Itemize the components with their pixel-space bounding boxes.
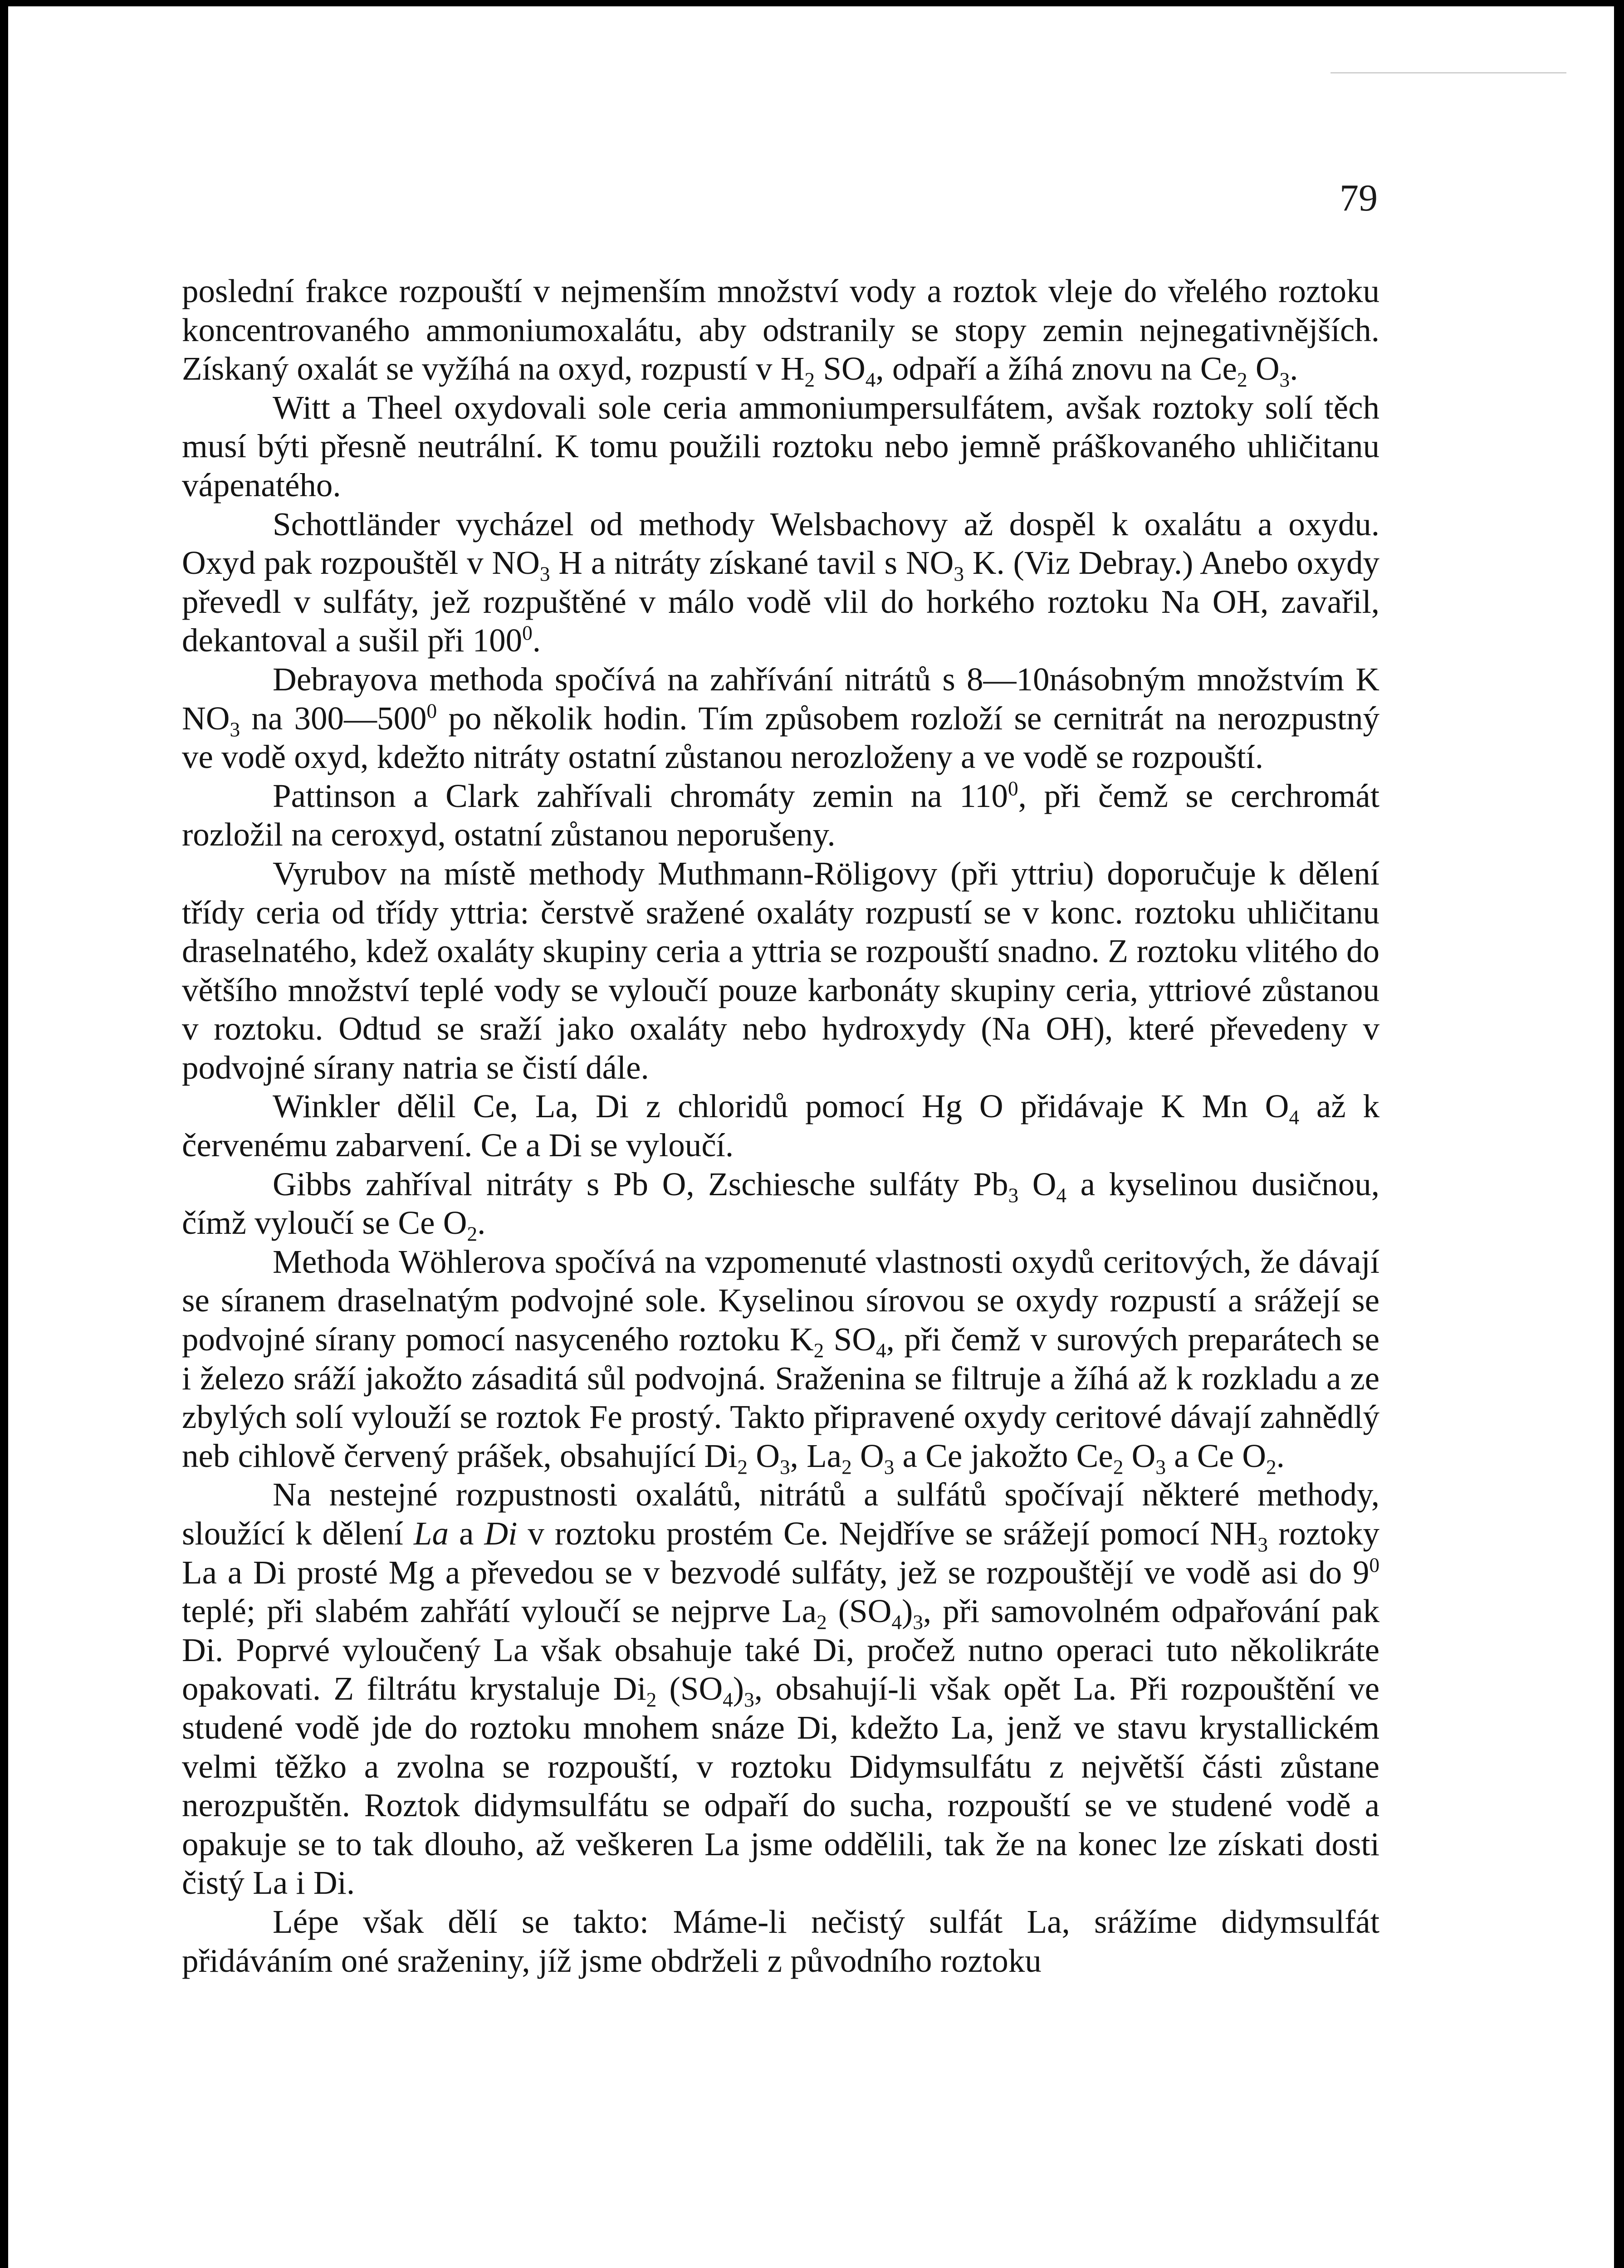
subscript: 3	[1279, 368, 1290, 391]
subscript: 2	[1113, 1456, 1124, 1479]
text-run: Lépe však dělí se takto: Máme-li nečistý sulfát La, srážíme didymsulfát přidáváním oné sraženiny, jíž jsme obdrželi z původního roztoku	[182, 1903, 1379, 1979]
text-run: na 300—500	[240, 699, 427, 737]
subscript: 3	[1008, 1184, 1019, 1207]
subscript: 3	[230, 718, 240, 741]
text-run: po několik hodin. Tím způsobem rozloží se cernitrát na nerozpustný ve vodě oxyd, kdežto nitráty ostatní zůstanou nerozloženy a ve vodě se rozpouští.	[182, 699, 1379, 776]
subscript: 2	[737, 1456, 748, 1479]
text-run: , při čemž v surových preparátech se i železo sráží jakožto zásaditá sůl podvojná. Sraženina se filtruje a žíhá až k rozkladu a ze zbylých solí vylouží se roztok Fe prostý. Takto připravené oxydy ceritové dávají zahnědlý neb cihlově červený prášek, obsahující Di	[182, 1321, 1379, 1474]
page-number: 79	[1340, 177, 1378, 219]
subscript: 3	[884, 1456, 895, 1479]
text-run: , při čemž se cerchromát rozložil na ceroxyd, ostatní zůstanou neporušeny.	[182, 777, 1379, 853]
subscript: 2	[1237, 368, 1247, 391]
text-run: a kyselinou dusičnou, čímž vyloučí se Ce O	[182, 1165, 1379, 1242]
subscript: 3	[954, 562, 964, 586]
subscript: 3	[779, 1456, 790, 1479]
text-run: Debrayova methoda spočívá na zahřívání nitrátů s 8—10násobným množstvím K NO	[182, 660, 1379, 737]
subscript: 3	[539, 562, 550, 586]
text-run: , odpaří a žíhá znovu na Ce	[876, 350, 1237, 387]
text-run: , při samovolném odpařování pak Di. Poprvé vyloučený La však obsahuje také Di, pročež nutno operaci tuto několikráte opakovati. Z filtrátu krystaluje Di	[182, 1593, 1379, 1707]
book-page	[8, 6, 1614, 2268]
italic-text: Di	[484, 1515, 518, 1552]
paragraph	[182, 1902, 1379, 1980]
text-run: Witt a Theel oxydovali sole ceria ammoniumpersulfátem, avšak roztoky solí těch musí býti přesně neutrální. K tomu použili roztoku nebo jemně práškovaného uhličitanu vápenatého.	[182, 389, 1379, 503]
text-run: O	[1247, 350, 1280, 387]
text-run: a Ce O	[1165, 1437, 1266, 1474]
text-run: poslední frakce rozpouští v nejmenším množství vody a roztok vleje do vřelého roztoku koncentrovaného ammoniumoxalátu, aby odstranily se stopy zemin nejnegativnějších. Získaný oxalát se vyžíhá na oxyd, rozpustí v H	[182, 273, 1379, 387]
subscript: 4	[723, 1688, 733, 1711]
paragraph	[182, 1165, 1379, 1246]
text-run: Pattinson a Clark zahřívali chromáty zemin na 110	[273, 777, 1008, 814]
paragraph	[182, 854, 1379, 1087]
superscript: 0	[522, 622, 533, 645]
italic-text: La	[413, 1515, 449, 1552]
paragraph	[182, 660, 1379, 777]
subscript: 2	[467, 1222, 478, 1246]
paragraph	[182, 505, 1379, 660]
text-run: O	[1123, 1437, 1156, 1474]
superscript: 0	[426, 699, 437, 723]
superscript: 0	[1369, 1554, 1379, 1577]
paragraph	[182, 272, 1379, 391]
text-run: roztoky La a Di prosté Mg a převedou se v bezvodé sulfáty, jež se rozpouštějí ve vodě asi do 9	[182, 1515, 1380, 1591]
subscript: 3	[1155, 1456, 1166, 1479]
subscript: 2	[804, 368, 815, 391]
subscript: 4	[1056, 1184, 1067, 1207]
text-run: teplé; při slabém zahřátí vyloučí se nejprve La	[182, 1593, 817, 1630]
text-run: .	[1276, 1437, 1285, 1474]
text-run: )	[733, 1670, 744, 1707]
text-run: Methoda Wöhlerova spočívá na vzpomenuté vlastnosti oxydů ceritových, že dávají se síranem draselnatým podvojné sole. Kyselinou sírovou se oxydy rozpustí a srážejí se podvojné sírany pomocí nasyceného roztoku K	[182, 1243, 1379, 1358]
text-run: Winkler dělil Ce, La, Di z chloridů pomocí Hg O přidávaje K Mn O	[273, 1088, 1289, 1125]
text-run: .	[1290, 350, 1298, 387]
subscript: 4	[891, 1611, 902, 1634]
text-run: a	[449, 1515, 484, 1552]
text-run: , obsahují-li však opět La. Při rozpouštění ve studené vodě jde do roztoku mnohem snáze Di, kdežto La, jenž ve stavu krystallickém velmi těžko a zvolna se rozpouští, v roztoku Didymsulfátu z největší části zůstane nerozpuštěn. Roztok didymsulfátu se odpaří do sucha, rozpouští se ve studené vodě a opakuje se to tak dlouho, až veškeren La jsme oddělili, tak že na konec lze získati dosti čistý La i Di.	[182, 1670, 1380, 1901]
subscript: 2	[1266, 1456, 1277, 1479]
text-run: K. (Viz Debray.) Anebo oxydy převedl v sulfáty, jež rozpuštěné v málo vodě vlil do horkého roztoku Na OH, zavařil, dekantoval a sušil při 100	[182, 544, 1379, 659]
text-run: v roztoku prostém Ce. Nejdříve se srážejí pomocí NH	[517, 1515, 1258, 1552]
text-run: Schottländer vycházel od methody Welsbachovy až dospěl k oxalátu a oxydu. Oxyd pak rozpouštěl v NO	[182, 505, 1379, 582]
text-run: Na nestejné rozpustnosti oxalátů, nitrátů a sulfátů spočívají některé methody, sloužící k dělení	[182, 1476, 1379, 1552]
subscript: 3	[1257, 1533, 1268, 1556]
subscript: 2	[813, 1339, 824, 1362]
subscript: 2	[646, 1688, 657, 1711]
text-run: H a nitráty získané tavil s NO	[550, 544, 954, 582]
text-run: O	[851, 1437, 884, 1474]
subscript: 3	[744, 1688, 754, 1711]
text-run: .	[532, 622, 541, 659]
text-run: SO	[815, 350, 866, 387]
text-run: Vyrubov na místě methody Muthmann-Röligovy (při yttriu) doporučuje k dělení třídy ceria od třídy yttria: čerstvě sražené oxaláty rozpustí se v konc. roztoku uhličitanu draselnatého, kdež oxaláty skupiny ceria a yttria se rozpouští snadno. Z roztoku vlitého do většího množství teplé vody se vyloučí pouze karbonáty skupiny ceria, yttriové zůstanou v roztoku. Odtud se sraží jako oxaláty nebo hydroxydy (Na OH), které převedeny v podvojné sírany natria se čistí dále.	[182, 855, 1379, 1086]
paragraph	[182, 777, 1379, 854]
page-edge-shadow	[1331, 72, 1566, 73]
subscript: 4	[865, 368, 876, 391]
text-run: )	[901, 1593, 913, 1630]
text-run: až k červenému zabarvení. Ce a Di se vyloučí.	[182, 1088, 1379, 1164]
text-run: , La	[790, 1437, 842, 1474]
paragraph	[182, 1087, 1379, 1164]
subscript: 3	[913, 1611, 923, 1634]
subscript: 2	[817, 1611, 827, 1634]
text-run: SO	[824, 1321, 876, 1358]
text-run: (SO	[827, 1593, 892, 1630]
paragraph	[182, 388, 1379, 505]
superscript: 0	[1008, 777, 1018, 800]
body-text	[182, 272, 1379, 1980]
text-run: O	[747, 1437, 780, 1474]
paragraph	[182, 1242, 1379, 1479]
text-run: a Ce jakožto Ce	[894, 1437, 1113, 1474]
text-run: O	[1018, 1165, 1057, 1202]
subscript: 4	[1289, 1106, 1300, 1129]
subscript: 4	[876, 1339, 886, 1362]
text-run: .	[477, 1204, 486, 1242]
paragraph	[182, 1475, 1379, 1902]
text-run: Gibbs zahříval nitráty s Pb O, Zschiesche sulfáty Pb	[273, 1165, 1008, 1202]
text-run: (SO	[656, 1670, 723, 1707]
subscript: 2	[841, 1456, 852, 1479]
